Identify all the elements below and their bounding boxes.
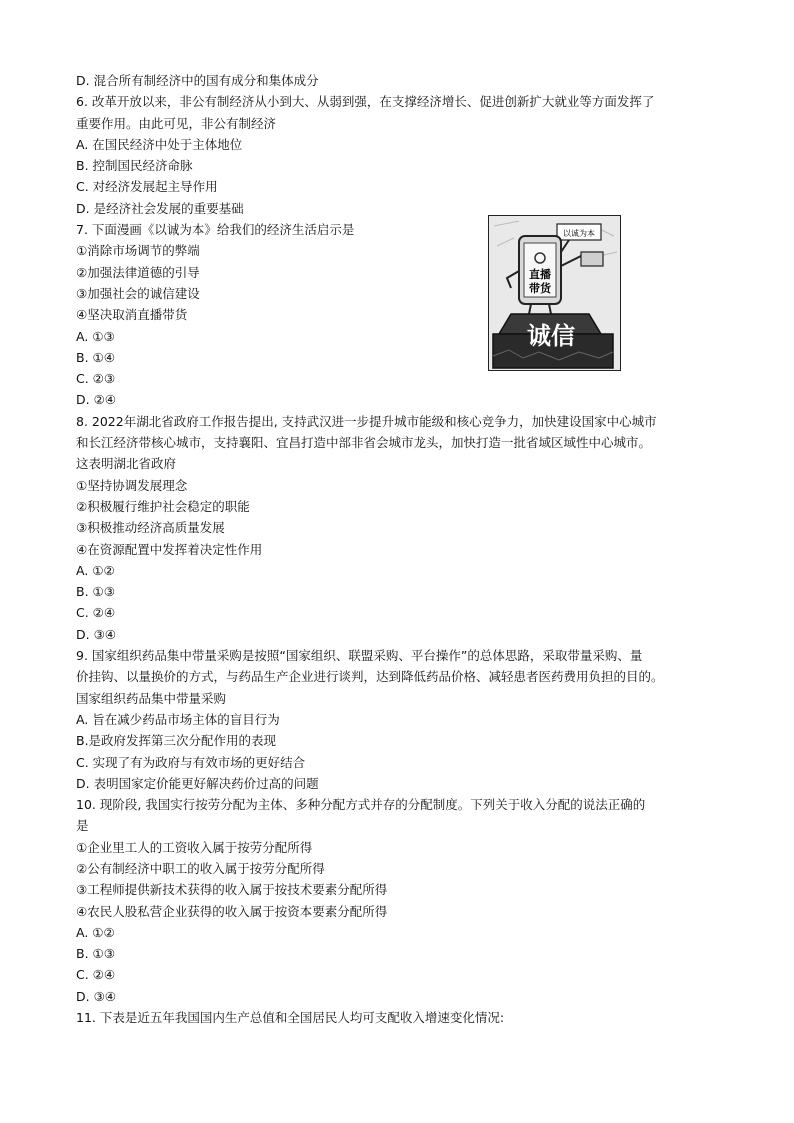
q6-stem-line-2: 重要作用。由此可见，非公有制经济 <box>76 115 277 131</box>
q10-stem-line-1: 10. 现阶段, 我国实行按劳分配为主体、多种分配方式并存的分配制度。下列关于收入分配的说法正确的 <box>76 797 646 813</box>
q10-item-2: ②公有制经济中职工的收入属于按劳分配所得 <box>76 860 325 876</box>
q8-item-3: ③积极推动经济高质量发展 <box>76 520 225 536</box>
q7-stem: 7. 下面漫画《以诚为本》给我们的经济生活启示是 <box>76 222 355 238</box>
q6-option-b: B. 控制国民经济命脉 <box>76 158 193 174</box>
phone-text-1: 直播 <box>529 268 551 281</box>
q5-option-d: D. 混合所有制经济中的国有成分和集体成分 <box>76 73 319 88</box>
sign-text: 以诚为本 <box>563 229 595 238</box>
q8-option-c: C. ②④ <box>76 605 116 621</box>
q9-stem-line-2: 价挂钩、以量换价的方式，与药品生产企业进行谈判，达到降低药品价格、减轻患者医药费用负担的目的。 <box>76 669 664 685</box>
pedestal-text: 诚信 <box>527 322 575 350</box>
q8-stem-line-1: 8. 2022年湖北省政府工作报告提出, 支持武汉进一步提升城市能级和核心竞争力，加快建设国家中心城市 <box>76 413 657 429</box>
q8-item-4: ④在资源配置中发挥着决定性作用 <box>76 541 263 557</box>
q6-option-a: A. 在国民经济中处于主体地位 <box>76 136 243 152</box>
q6-option-c: C. 对经济发展起主导作用 <box>76 179 218 195</box>
cartoon-image <box>488 215 621 371</box>
q10-option-a: A. ①② <box>76 924 115 940</box>
q9-option-c: C. 实现了有为政府与有效市场的更好结合 <box>76 754 306 770</box>
q9-stem-line-1: 9. 国家组织药品集中带量采购是按照“国家组织、联盟采购、平台操作”的总体思路，采取带量采购、量 <box>76 648 643 664</box>
q10-stem-line-2: 是 <box>76 818 89 834</box>
q9-stem-line-3: 国家组织药品集中带量采购 <box>76 690 227 706</box>
cartoon-drawing <box>489 216 620 370</box>
q7-item-3: ③加强社会的诚信建设 <box>76 285 200 301</box>
q7-option-b: B. ①④ <box>76 349 115 365</box>
phone-text-2: 带货 <box>529 282 551 295</box>
q10-option-d: D. ③④ <box>76 988 116 1004</box>
q8-item-1: ①坚持协调发展理念 <box>76 477 188 493</box>
q10-item-3: ③工程师提供新技术获得的收入属于按技术要素分配所得 <box>76 882 388 898</box>
q8-option-a: A. ①② <box>76 562 115 578</box>
q7-option-c: C. ②③ <box>76 371 116 387</box>
q7-item-1: ①消除市场调节的弊端 <box>76 243 200 259</box>
q8-stem-line-2: 和长江经济带核心城市，支持襄阳、宜昌打造中部非省会城市龙头，加快打造一批省域区域性中心城市。 <box>76 435 652 451</box>
q10-option-c: C. ②④ <box>76 967 116 983</box>
q11-stem: 11. 下表是近五年我国国内生产总值和全国居民人均可支配收入增速变化情况: <box>76 1010 505 1026</box>
q7-item-4: ④坚决取消直播带货 <box>76 307 188 323</box>
q10-item-4: ④农民人股私营企业获得的收入属于按资本要素分配所得 <box>76 903 388 919</box>
q7-option-a: A. ①③ <box>76 328 115 344</box>
q7-option-d: D. ②④ <box>76 392 116 408</box>
q8-stem-line-3: 这表明湖北省政府 <box>76 456 177 472</box>
q8-item-2: ②积极履行维护社会稳定的职能 <box>76 498 250 514</box>
q10-item-1: ①企业里工人的工资收入属于按劳分配所得 <box>76 839 313 855</box>
q6-stem-line-1: 6. 改革开放以来，非公有制经济从小到大、从弱到强，在支撑经济增长、促进创新扩大就业等方面发挥了 <box>76 94 655 110</box>
q9-option-a: A. 旨在减少药品市场主体的盲目行为 <box>76 711 280 727</box>
exam-page <box>76 70 736 1028</box>
q8-option-b: B. ①③ <box>76 584 115 600</box>
q7-item-2: ②加强法律道德的引导 <box>76 264 200 280</box>
q9-option-b: B.是政府发挥第三次分配作用的表现 <box>76 733 277 749</box>
q6-option-d: D. 是经济社会发展的重要基础 <box>76 200 244 216</box>
q8-option-d: D. ③④ <box>76 626 116 642</box>
q9-option-d: D. 表明国家定价能更好解决药价过高的问题 <box>76 775 319 791</box>
q10-option-b: B. ①③ <box>76 946 115 962</box>
